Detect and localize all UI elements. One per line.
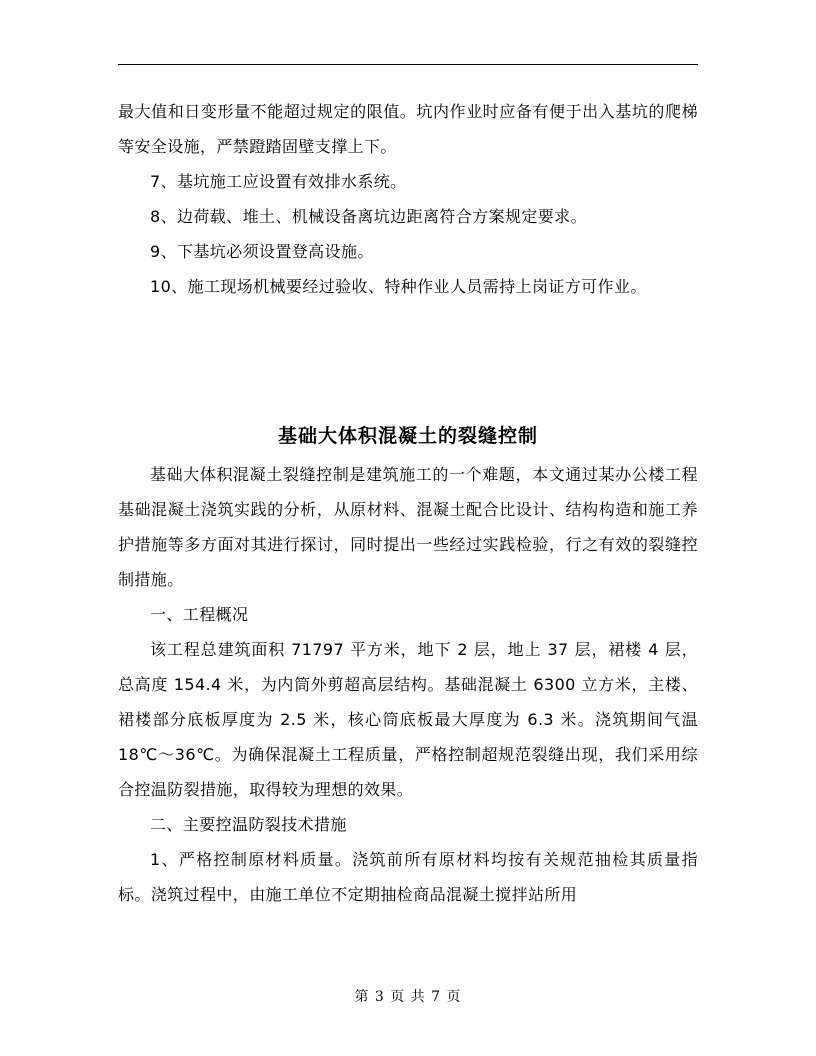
paragraph-continuation: 最大值和日变形量不能超过规定的限值。坑内作业时应备有便于出入基坑的爬梯等安全设施，严禁蹬踏固壁支撑上下。 <box>118 102 698 156</box>
heading-main-measures: 二、主要控温防裂技术措施 <box>150 815 347 834</box>
page-footer: 第 3 页 共 7 页 <box>354 989 462 1005</box>
section-text-block <box>118 457 698 912</box>
paragraph-measure-1: 1、严格控制原材料质量。浇筑前所有原材料均按有关规范抽检其质量指标。浇筑过程中，由施工单位不定期抽检商品混凝土搅拌站所用 <box>118 850 698 904</box>
paragraph-item-7: 7、基坑施工应设置有效排水系统。 <box>150 172 407 191</box>
paragraph-intro: 基础大体积混凝土裂缝控制是建筑施工的一个难题，本文通过某办公楼工程基础混凝土浇筑实践的分析，从原材料、混凝土配合比设计、结构构造和施工养护措施等多方面对其进行探讨，同时提出一些经过实践检验，行之有效的裂缝控制措施。 <box>118 465 698 589</box>
paragraph-item-8: 8、边荷载、堆土、机械设备离坑边距离符合方案规定要求。 <box>150 207 587 226</box>
paragraph-item-10: 10、施工现场机械要经过验收、特种作业人员需持上岗证方可作业。 <box>150 277 647 296</box>
top-text-block <box>118 94 698 304</box>
header-rule <box>118 64 698 65</box>
section-title: 基础大体积混凝土的裂缝控制 <box>277 425 538 447</box>
paragraph-item-9: 9、下基坑必须设置登高设施。 <box>150 242 374 261</box>
heading-project-overview: 一、工程概况 <box>150 605 249 624</box>
paragraph-project-overview: 该工程总建筑面积 71797 平方米，地下 2 层，地上 37 层，裙楼 4 层，总高度 154.4 米，为内筒外剪超高层结构。基础混凝土 6300 立方米，主楼、裙楼部分底板厚度为 2.5 米，核心筒底板最大厚度为 6.3 米。浇筑期间气温 18℃～36℃。为确保混凝土工程质量，严格控制超规范裂缝出现，我们采用综合控温防裂措施，取得较为理想的效果。 <box>118 640 698 799</box>
